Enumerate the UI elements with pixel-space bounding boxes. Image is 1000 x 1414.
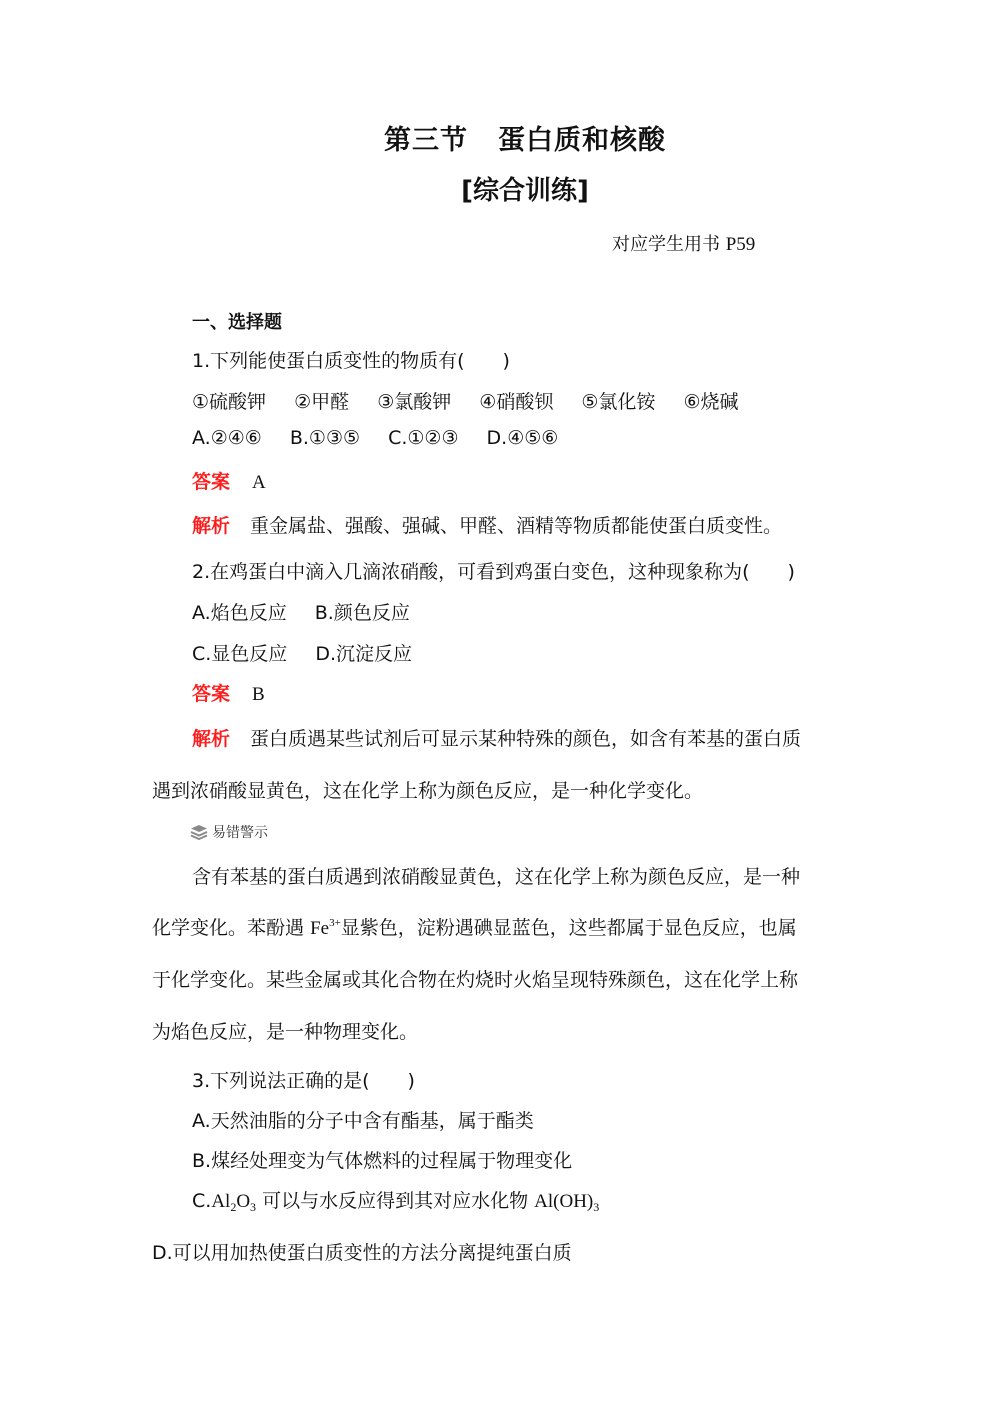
q3-option-d: D.可以用加热使蛋白质变性的方法分离提纯蛋白质 [152, 1242, 572, 1264]
warning-line1: 含有苯基的蛋白质遇到浓硝酸显黄色，这在化学上称为颜色反应，是一种 [192, 866, 801, 888]
q3-option-a: A.天然油脂的分子中含有酯基，属于酯类 [192, 1110, 534, 1132]
option-prefix: C. [192, 1190, 212, 1212]
q2-option-c: C.显色反应 [192, 643, 288, 665]
answer-label: 答案 [192, 683, 231, 705]
q1-item: ④硝酸钡 [479, 391, 554, 413]
q1-stem [192, 346, 510, 373]
q1-item: ①硫酸钾 [192, 391, 267, 413]
q1-item: ③氯酸钾 [377, 391, 452, 413]
warning-title: 易错警示 [212, 825, 268, 841]
q1-answer [192, 467, 266, 494]
q3-option-b: B.煤经处理变为气体燃料的过程属于物理变化 [192, 1150, 573, 1172]
title-topic: 蛋白质和核酸 [498, 125, 666, 156]
formula-sub: 2 [230, 1200, 237, 1214]
q1-option-d: D.④⑤⑥ [486, 427, 559, 449]
q2-stem-end: ) [787, 561, 795, 583]
warning-heading [190, 822, 268, 842]
option-text: 可以与水反应得到其对应水化物 [262, 1190, 529, 1212]
layers-icon [190, 824, 208, 840]
analysis-label: 解析 [192, 515, 231, 537]
formula-sub: 3 [593, 1200, 600, 1214]
page-title [0, 118, 1000, 157]
q3-stem [192, 1066, 415, 1093]
ref-page: P59 [725, 234, 756, 255]
analysis-text: 蛋白质遇某些试剂后可显示某种特殊的颜色，如含有苯基的蛋白质 [250, 728, 802, 750]
q2-options-row1 [192, 598, 410, 625]
warning-text: 化学变化。苯酚遇 [152, 917, 305, 939]
analysis-text: 重金属盐、强酸、强碱、甲醛、酒精等物质都能使蛋白质变性。 [250, 515, 783, 537]
q1-option-c: C.①②③ [388, 427, 459, 449]
formula-sub: 3 [250, 1200, 257, 1214]
page-subtitle: [综合训练] [461, 176, 589, 206]
q2-analysis-line2: 遇到浓硝酸显黄色，这在化学上称为颜色反应，是一种化学变化。 [152, 780, 704, 802]
formula-o: O [236, 1191, 251, 1212]
q3-stem-text: 3.下列说法正确的是( [192, 1070, 370, 1092]
q1-item: ②甲醛 [294, 391, 350, 413]
q2-option-d: D.沉淀反应 [315, 643, 413, 665]
q3-stem-end: ) [407, 1070, 415, 1092]
ref-text: 对应学生用书 [612, 234, 720, 255]
q2-option-b: B.颜色反应 [314, 602, 410, 624]
answer-label: 答案 [192, 471, 231, 493]
q1-option-a: A.②④⑥ [192, 427, 262, 449]
q1-item: ⑥烧碱 [683, 391, 739, 413]
warning-text: 显紫色，淀粉遇碘显蓝色，这些都属于显色反应，也属 [340, 917, 797, 939]
q2-stem [192, 557, 795, 584]
q2-analysis-line1 [192, 724, 801, 751]
q2-answer [192, 679, 265, 706]
warning-line3: 于化学变化。某些金属或其化合物在灼烧时火焰呈现特殊颜色，这在化学上称 [152, 969, 799, 991]
formula-aloh: Al(OH) [534, 1191, 594, 1212]
q3-option-c [192, 1186, 599, 1215]
q2-option-a: A.焰色反应 [192, 602, 287, 624]
section-heading: 一、选择题 [192, 312, 282, 333]
q1-analysis [192, 511, 782, 538]
q2-options-row2 [192, 639, 412, 666]
warning-line4: 为焰色反应，是一种物理变化。 [152, 1021, 419, 1043]
answer-value: A [252, 472, 266, 493]
q2-stem-text: 2.在鸡蛋白中滴入几滴浓硝酸，可看到鸡蛋白变色，这种现象称为( [192, 561, 750, 583]
book-reference [612, 230, 755, 256]
title-section-number: 第三节 [384, 125, 468, 156]
q1-stem-text: 1.下列能使蛋白质变性的物质有( [192, 350, 465, 372]
q1-options [192, 427, 558, 449]
warning-line2 [152, 913, 797, 940]
q1-stem-end: ) [502, 350, 510, 372]
q1-items [192, 387, 739, 414]
q1-option-b: B.①③⑤ [289, 427, 361, 449]
formula-fe: Fe [310, 918, 330, 939]
analysis-label: 解析 [192, 728, 231, 750]
formula-al: Al [211, 1191, 231, 1212]
formula-charge: 3+ [329, 917, 341, 929]
q1-item: ⑤氯化铵 [581, 391, 656, 413]
answer-value: B [252, 684, 265, 705]
